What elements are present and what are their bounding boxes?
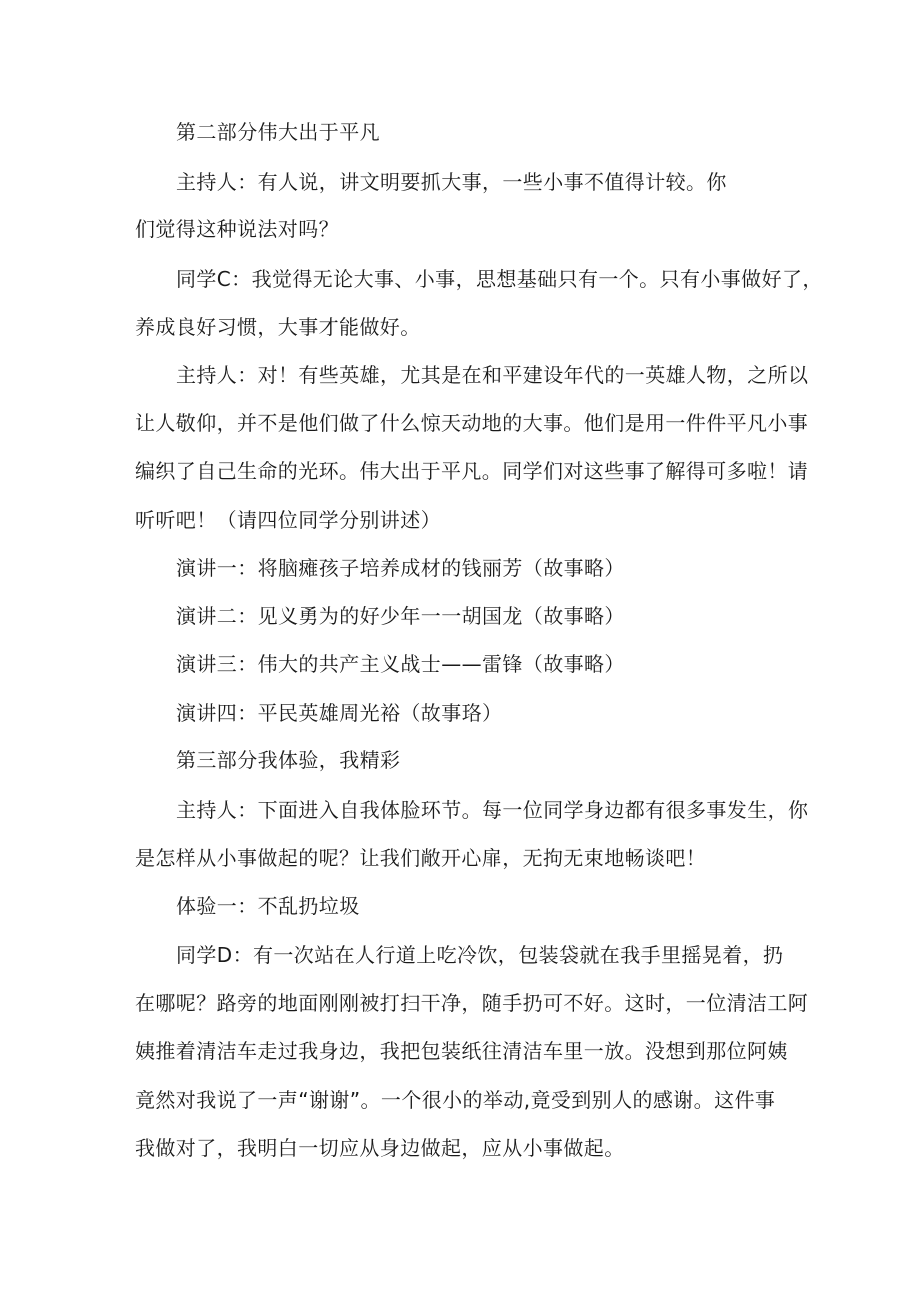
host-question-line-1: 主持人：有人说，讲文明要抓大事，一些小事不值得计较。你 [176, 170, 727, 194]
section-heading-part-three: 第三部分我体验，我精彩 [176, 748, 401, 772]
student-c-line-1: 同学C：我觉得无论大事、小事，思想基础只有一个。只有小事做好了， [176, 267, 823, 291]
student-d-line-3: 姨推着清洁车走过我身边，我把包装纸往清洁车里一放。没想到那位阿姨 [135, 1039, 788, 1063]
speech-one: 演讲一：将脑瘫孩子培养成材的钱丽芳（故事略） [176, 556, 625, 580]
speech-three: 演讲三：伟大的共产主义战士——雷锋（故事略） [176, 652, 625, 676]
student-d-line-5: 我做对了，我明白一切应从身边做起，应从小事做起。 [135, 1136, 625, 1160]
student-d-line-4: 竟然对我说了一声“谢谢”。一个很小的举动,竟受到别人的感谢。这件事 [135, 1088, 776, 1112]
student-d-line-1: 同学D：有一次站在人行道上吃冷饮，包装袋就在我手里摇晃着，扔 [176, 943, 784, 967]
experience-one-heading: 体验一：不乱扔垃圾 [176, 894, 360, 918]
host-intro-line-2: 是怎样从小事做起的呢？让我们敞开心扉，无拘无束地畅谈吧！ [135, 846, 707, 870]
host-reply-line-4: 听听吧！（请四位同学分别讲述） [135, 508, 441, 532]
host-reply-line-3: 编织了自己生命的光环。伟大出于平凡。同学们对这些事了解得可多啦！请 [135, 459, 809, 483]
speech-two: 演讲二：见义勇为的好少年一一胡国龙（故事略） [176, 604, 625, 628]
host-intro-line-1: 主持人：下面进入自我体脸环节。每一位同学身边都有很多事发生，你 [176, 798, 809, 822]
host-question-line-2: 们觉得这种说法对吗？ [135, 217, 339, 241]
host-reply-line-1: 主持人：对！有些英雄，尤其是在和平建设年代的一英雄人物，之所以 [176, 363, 809, 387]
section-heading-part-two: 第二部分伟大出于平凡 [176, 120, 380, 144]
host-reply-line-2: 让人敬仰，并不是他们做了什么惊天动地的大事。他们是用一件件平凡小事 [135, 411, 809, 435]
student-d-line-2: 在哪呢？路旁的地面刚刚被打扫干净，随手扔可不好。这时，一位清洁工阿 [135, 991, 809, 1015]
speech-four: 演讲四：平民英雄周光裕（故事珞） [176, 701, 503, 725]
student-c-line-2: 养成良好习惯，大事才能做好。 [135, 315, 421, 339]
